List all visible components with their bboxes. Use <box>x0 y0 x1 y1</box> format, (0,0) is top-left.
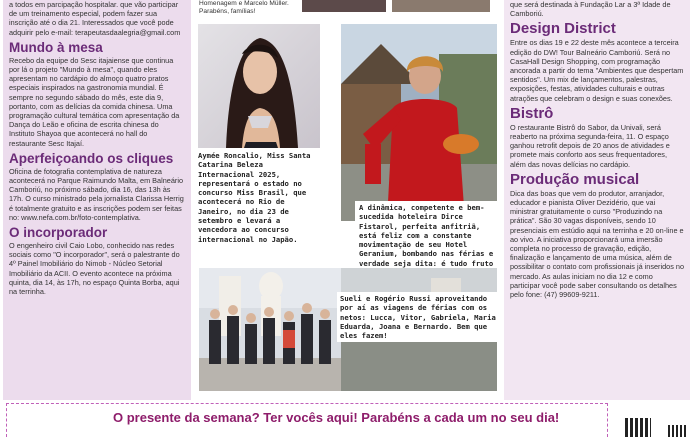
right-top-snippet: que será destinada à Fundação Lar a 3ª Idade de Camboriú. <box>510 0 671 19</box>
qr-code-icon <box>625 418 651 437</box>
section-body-design-district: Entre os dias 19 e 22 deste mês acontece a terceira edição do DW! Tour Balneário Camboriú. Será no CasaHall Design Shopping, com programação ancorada a partir do tema "Ambientes que despertam sentidos". Um mix de lançamentos, palestras, exposições, festas, atividades culturais e outras atrações que celebram o design e suas conexões. <box>510 38 684 103</box>
top-photo-strip-1 <box>302 0 386 12</box>
left-column <box>3 0 191 400</box>
photo-aymee-roncalio <box>198 24 320 148</box>
caption-russi-family: Sueli e Rogério Russi aproveitando por aí as viagens de férias com os netos: Lucca, Vitor, Gabriela, Maria Eduarda, Joana e Bernardo. Bem que eles fazem! <box>337 292 500 342</box>
top-photo-strip-2 <box>392 0 490 12</box>
left-intro: a todos em parcipação hospitalar. que vão participar de um treinamento especial, podem fazer sua inscrição até o dia 21. Interessados que você pode adquirir pelo e-mail: terapeutasdaalegria@gmail.com <box>9 0 181 37</box>
photo-dirce-fistarol <box>341 24 497 221</box>
bottom-banner-text: O presente da semana? Ter vocês aqui! Parabéns a cada um no seu dia! <box>113 410 560 425</box>
right-column <box>504 0 690 400</box>
caption-aymee: Aymée Roncalio, Miss Santa Catarina Beleza Internacional 2025, representará o estado no concurso Miss Brasil, que acontecerá no Rio de Janeiro, no dia 23 de setembro e levará a vencedora ao concurso internacional no Japão. <box>198 151 311 244</box>
barcode-icon <box>668 425 688 437</box>
section-body-incorporador: O engenheiro civil Caio Lobo, conhecido nas redes sociais como "O incorporador", será o palestrante do 4º Painel Imobiliário do Nimob - Núcleo Setorial Imobiliário da ACII. O evento acontece na próxima quinta, dia 14, às 17h, no espaço Quinta Borba, aqui na terrinha. <box>9 241 180 297</box>
section-title-design-district: Design District <box>510 20 616 38</box>
section-body-cliques: Oficina de fotografia contemplativa de natureza acontecerá no Parque Raimundo Malta, em Balneário Camboriú, no próximo sábado, dia 16, das 13h às 17h. O curso ministrado pela jornalista Clarissa Herrig é totalmente gratuito e as inscrições podem ser feitas no: www.nefa.com.br/foto-contemplativa. <box>9 166 184 222</box>
section-body-bistro: O restaurante Bistrô do Sabor, da Univali, será reaberto na próxima segunda-feira, 11. O espaço ganhou retrofit depois de 20 anos de atividades e promete mais conforto aos seus frequentadores, além das novas delícias no cardápio. <box>510 122 670 169</box>
section-title-incorporador: O incorporador <box>9 225 108 241</box>
caption-dirce: A dinâmica, competente e bem-sucedida hoteleira Dirce Fistarol, perfeita anfitriã, está feliz com a constante movimentação de seu Hotel Geranium, bombando nas férias e verdade seja dita: é tudo fruto <box>355 201 500 289</box>
section-title-bistro: Bistrô <box>510 104 554 122</box>
section-title-mundo: Mundo à mesa <box>9 39 103 55</box>
middle-top-snippet: Homenagem e Marcelo Müller. Parabéns, famílias! <box>199 0 289 15</box>
photo-russi-family <box>199 268 341 391</box>
section-title-cliques: Aperfeiçoando os cliques <box>9 150 174 166</box>
section-title-producao-musical: Produção musical <box>510 170 640 188</box>
section-body-mundo: Recebo da equipe do Sesc itajaiense que continua por lá o projeto "Mundo à mesa", quando eles apresentam no cardápio do almoço quatro pratos especiais inspirados na gastronomia mundial. É sempre no segundo sábado do mês, este dia 9, portanto, com as delícias da comida chinesa. Uma programação cultural temática com apresentação da Dança do Leão e oficina de escrita chinesa do Instituto Shayoa que acontecerá no hall do restaurante Sesc Itajaí. <box>9 55 180 148</box>
section-body-producao-musical: Dica das boas que vem do produtor, arranjador, educador e pianista Oliver Dezidério, que vai ministrar gratuitamente o curso "Produzindo na prática". São 30 vagas disponíveis, sendo 10 presenciais em estúdio aqui na terrinha e 20 on-line e ao vivo. A iniciativa proporcionará uma imersão completa no processo de gravação, edição, finalização e lançamento de uma música, além de possibilitar o contato com profissionais já inseridos no mercado. As aulas iniciam no dia 12 e como participar você pode saber consultando os detalhes pelo fone: (47) 99609-9211. <box>510 188 684 300</box>
